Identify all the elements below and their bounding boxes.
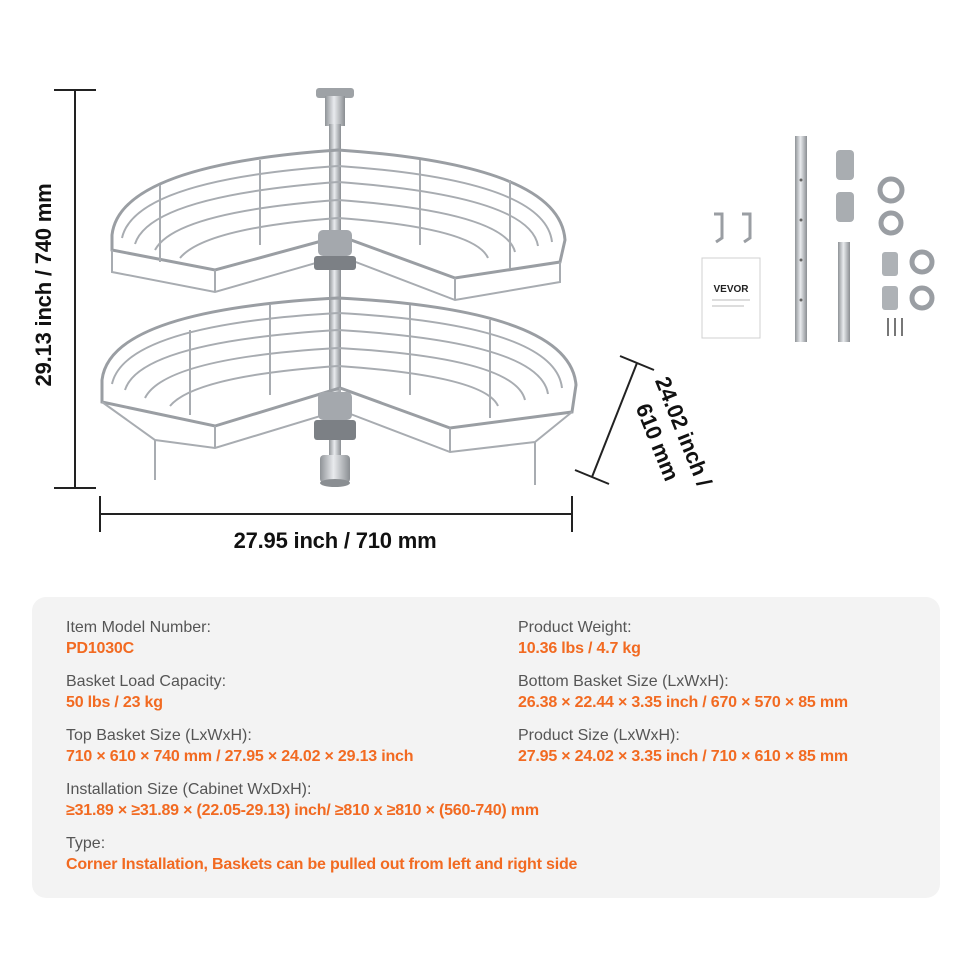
manual-brand: VEVOR	[713, 284, 749, 295]
spec-value: ≥31.89 × ≥31.89 × (22.05-29.13) inch/ ≥810 x ≥810 × (560-740) mm	[66, 802, 539, 819]
spec-type	[66, 833, 577, 875]
height-dimension-line	[54, 90, 96, 488]
spec-model	[66, 617, 211, 659]
spec-weight	[518, 617, 641, 659]
spec-label: Type:	[66, 835, 106, 852]
bottom-hub	[314, 392, 356, 440]
width-dimension-label: 27.95 inch / 710 mm	[233, 528, 437, 553]
spec-value: 27.95 × 24.02 × 3.35 inch / 710 × 610 × 85 mm	[518, 748, 848, 765]
accessory-screws	[888, 318, 902, 336]
spec-top-size	[66, 725, 413, 767]
spec-label: Product Weight:	[518, 619, 632, 636]
accessory-bushings	[836, 150, 854, 222]
spec-label: Basket Load Capacity:	[66, 673, 227, 690]
spec-label: Installation Size (Cabinet WxDxH):	[66, 781, 312, 798]
spec-value: 710 × 610 × 740 mm / 27.95 × 24.02 × 29.13 inch	[66, 748, 414, 765]
spec-label: Product Size (LxWxH):	[518, 727, 680, 744]
accessory-manual	[702, 258, 760, 338]
spec-label: Bottom Basket Size (LxWxH):	[518, 673, 729, 690]
spec-label: Top Basket Size (LxWxH):	[66, 727, 252, 744]
spec-load	[66, 671, 226, 713]
spec-value: Corner Installation, Baskets can be pulled out from left and right side	[66, 856, 578, 873]
width-dimension-line	[100, 496, 572, 532]
height-dimension-label: 29.13 inch / 740 mm	[31, 183, 56, 387]
spec-install-size	[66, 779, 539, 821]
spec-product-size	[518, 725, 848, 767]
spec-value: 26.38 × 22.44 × 3.35 inch / 670 × 570 × 85 mm	[518, 694, 848, 711]
spec-value: 10.36 lbs / 4.7 kg	[518, 640, 641, 657]
spec-value: PD1030C	[66, 640, 134, 657]
spec-label: Item Model Number:	[66, 619, 211, 636]
spec-bottom-size	[518, 671, 848, 713]
spec-value: 50 lbs / 23 kg	[66, 694, 163, 711]
accessory-clamps	[882, 252, 898, 310]
depth-dimension-label: 24.02 inch / 610 mm	[630, 373, 717, 491]
accessory-hooks	[714, 214, 750, 242]
top-hub	[314, 230, 356, 270]
spec-panel	[32, 597, 940, 898]
